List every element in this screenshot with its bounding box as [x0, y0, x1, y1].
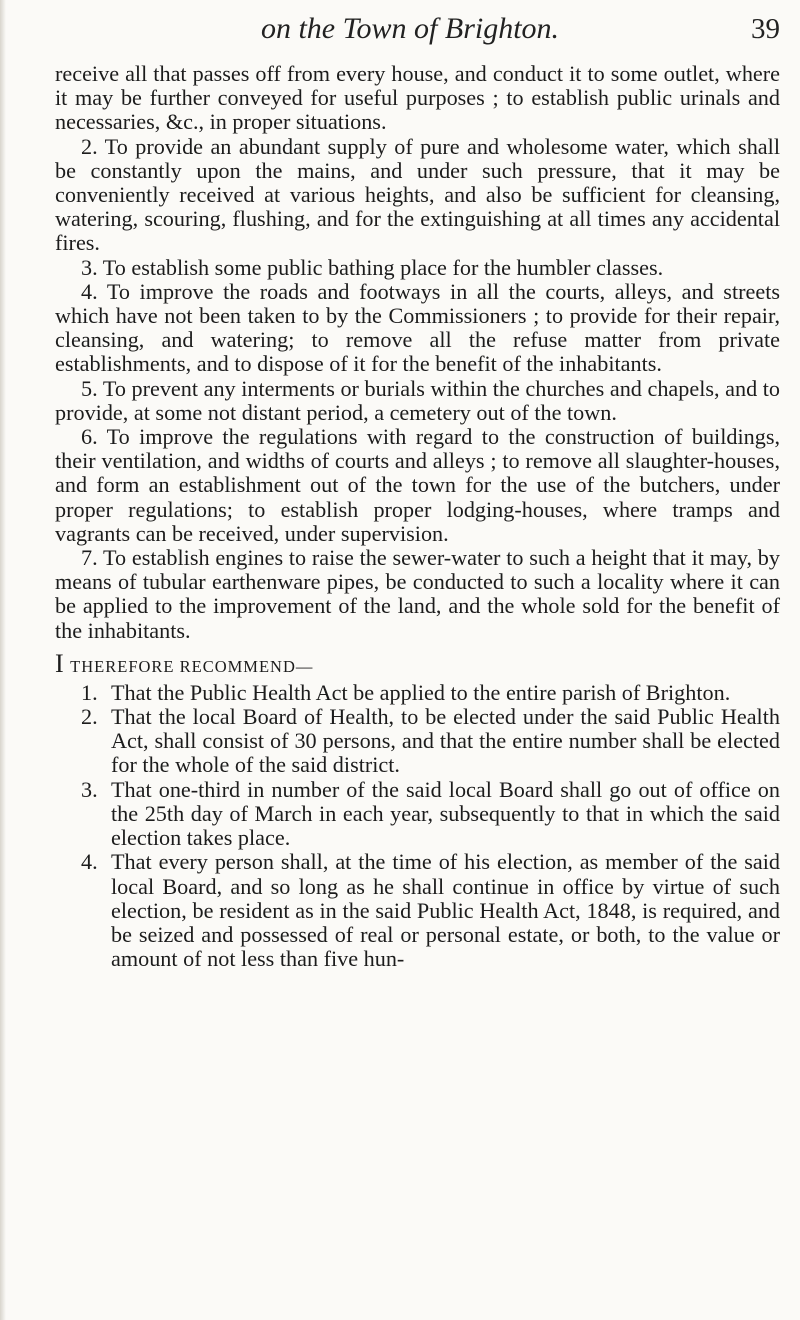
paragraph-2: 2. To provide an abundant supply of pure and wholesome water, which shall be constantly upon the mains, and under such pressure, that it may be conveniently received at various heights, and also be sufficient for cleansing, watering, scouring, flushing, and for the extinguishing at all times any accidental fires.: [55, 133, 780, 256]
recommendation-item: [55, 681, 780, 705]
page-edge-shadow: [0, 0, 6, 1320]
paragraph-7: 7. To establish engines to raise the sewer-water to such a height that it may, by means of tubular earthenware pipes, be conducted to such a locality where it can be applied to the improvement of the land, and the whole sold for the benefit of the inhabitants.: [55, 545, 780, 643]
recommendation-number: 1.: [81, 679, 98, 705]
paragraph-4: 4. To improve the roads and footways in all the courts, alleys, and streets which have not been taken to by the Commissioners ; to provide for their repair, cleansing, and watering; to remove all the refuse matter from private establishments, and to dispose of it for the benefit of the inhabitants.: [55, 278, 780, 377]
recommend-heading-initial: I: [55, 648, 65, 678]
recommendation-item: [55, 778, 780, 851]
recommendation-list: [55, 681, 780, 971]
recommendation-number: 4.: [81, 849, 98, 875]
recommend-heading: [55, 648, 780, 679]
recommendation-item: [55, 850, 780, 971]
recommendation-item: [55, 705, 780, 778]
running-head: [40, 10, 780, 50]
recommendation-number: 3.: [81, 776, 98, 802]
running-title: on the Town of Brighton.: [260, 12, 560, 45]
paragraph-5: 5. To prevent any interments or burials within the churches and chapels, and to provide, at some not distant period, a cemetery out of the town.: [55, 375, 780, 425]
recommendation-number: 2.: [81, 704, 98, 730]
continuation-paragraph: receive all that passes off from every house, and conduct it to some outlet, where it may be further conveyed for useful purposes ; to establish public urinals and necessaries, &c., in proper situations.: [55, 61, 780, 135]
paragraph-3: 3. To establish some public bathing place for the humbler classes.: [81, 254, 664, 280]
recommendation-text: That every person shall, at the time of his election, as member of the said local Board, and so long as he shall continue in office by virtue of such election, be resident as in the said Public Health Act, 1848, is required, and be seized and possessed of real or personal estate, or both, to the value or amount of not less than five hun-: [111, 849, 780, 972]
recommend-heading-rest: THEREFORE RECOMMEND—: [70, 656, 314, 676]
paragraph-6: 6. To improve the regulations with regard to the construction of buildings, their ventilation, and widths of courts and alleys ; to remove all slaughter-houses, and form an establishment out of the town for the use of the butchers, under proper regulations; to establish proper lodging-houses, where tramps and vagrants can be received, under supervision.: [55, 424, 780, 546]
recommendation-text: That the Public Health Act be applied to the entire parish of Brighton.: [111, 679, 731, 705]
body-text: [55, 62, 780, 971]
recommendation-text: That one-third in number of the said local Board shall go out of office on the 25th day of March in each year, subsequently to that in which the said election takes place.: [111, 776, 780, 851]
page-number: 39: [751, 13, 780, 45]
recommendation-text: That the local Board of Health, to be elected under the said Public Health Act, shall consist of 30 persons, and that the entire number shall be elected for the whole of the said district.: [111, 704, 780, 778]
